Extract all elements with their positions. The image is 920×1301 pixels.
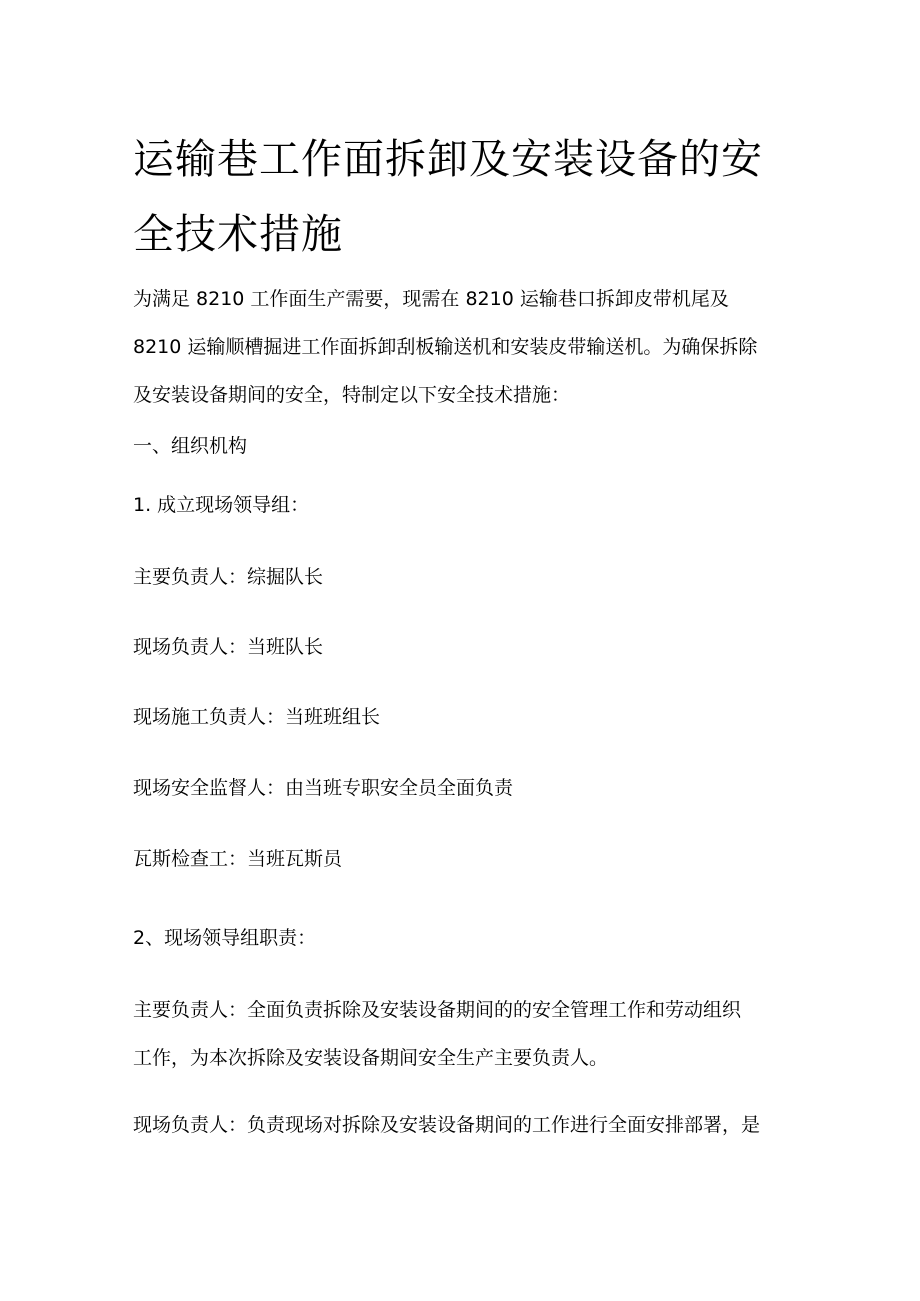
subsection-heading-leadership-group: 1. 成立现场领导组： [133, 494, 310, 516]
role-line-site-lead: 现场负责人：当班队长 [133, 636, 324, 658]
role-line-main-lead: 主要负责人：综掘队长 [133, 566, 324, 588]
duty-main-lead-line-2: 工作，为本次拆除及安装设备期间安全生产主要负责人。 [133, 1047, 609, 1069]
section-heading-organization: 一、组织机构 [133, 435, 248, 457]
duty-site-lead-line-1: 现场负责人：负责现场对拆除及安装设备期间的工作进行全面安排部署，是 [133, 1114, 761, 1136]
role-line-construction-lead: 现场施工负责人：当班班组长 [133, 706, 381, 728]
document-title-line-2: 全技术措施 [133, 210, 343, 258]
duty-main-lead-line-1: 主要负责人：全面负责拆除及安装设备期间的的安全管理工作和劳动组织 [133, 999, 742, 1021]
role-line-safety-supervisor: 现场安全监督人：由当班专职安全员全面负责 [133, 777, 514, 799]
role-line-gas-inspector: 瓦斯检查工：当班瓦斯员 [133, 848, 343, 870]
intro-line-1: 为满足 8210 工作面生产需要，现需在 8210 运输巷口拆卸皮带机尾及 [133, 288, 729, 310]
subsection-heading-duties: 2、现场领导组职责： [133, 927, 317, 949]
document-title-line-1: 运输巷工作面拆卸及安装设备的安 [133, 135, 763, 183]
intro-line-2: 8210 运输顺槽掘进工作面拆卸刮板输送机和安装皮带输送机。为确保拆除 [133, 336, 758, 358]
intro-line-3: 及安装设备期间的安全，特制定以下安全技术措施： [133, 384, 571, 406]
